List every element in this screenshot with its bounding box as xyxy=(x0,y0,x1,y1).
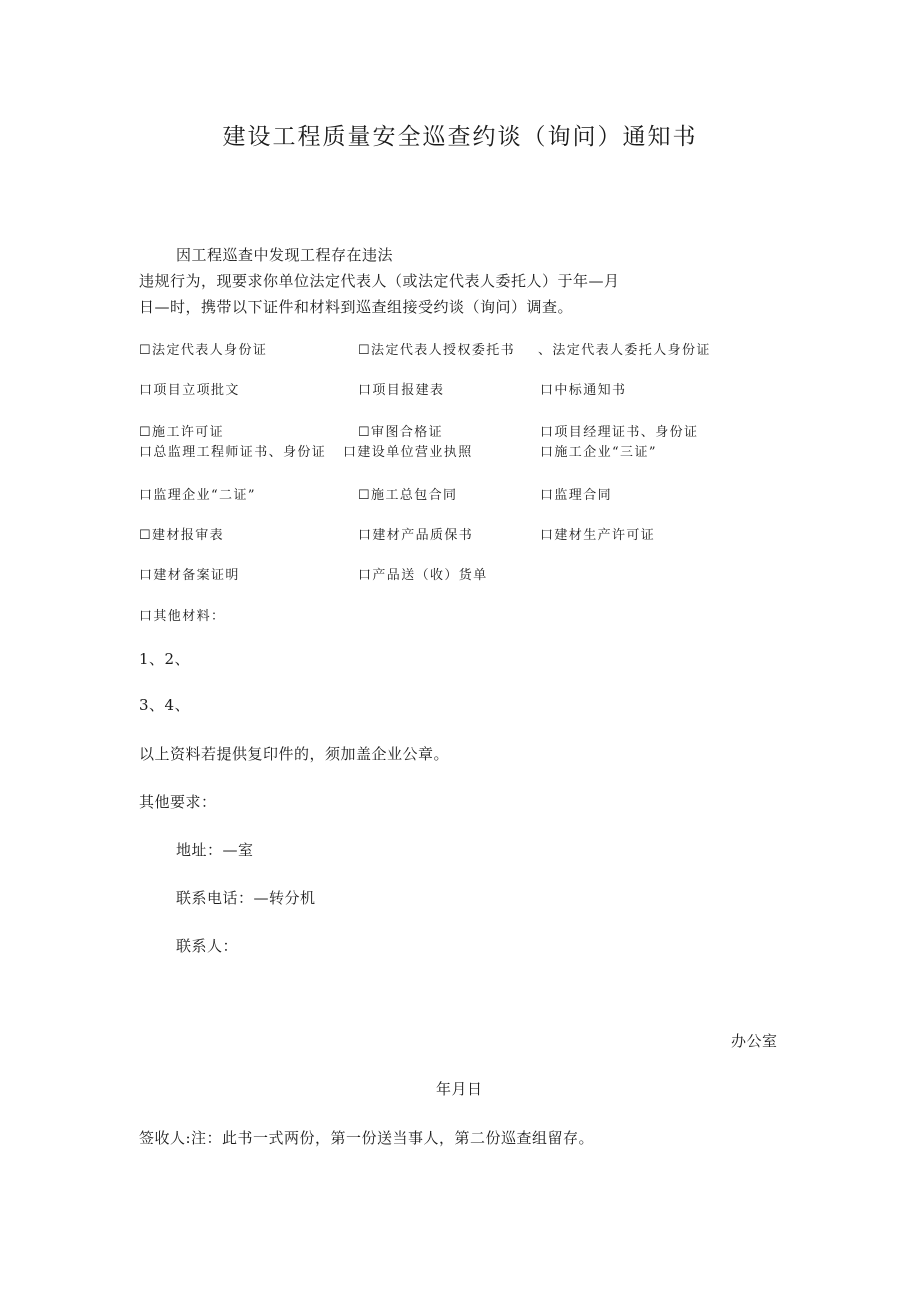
checklist-item-chief-supervisor: 口总监理工程师证书、身份证 xyxy=(139,445,327,460)
contact-address: 地址：—室 xyxy=(176,841,254,859)
checklist-item-project-approval: 口项目立项批文 xyxy=(139,383,240,398)
checklist-item-owner-license: 口建设单位营业执照 xyxy=(343,445,473,460)
intro-line-3: 日—时，携带以下证件和材料到巡查组接受约谈（询问）调查。 xyxy=(139,298,574,316)
checklist-item-authorization: ☐法定代表人授权委托书 xyxy=(358,343,516,358)
checklist-item-production-license: 口建材生产许可证 xyxy=(540,528,656,543)
checklist-item-material-filing: 口建材备案证明 xyxy=(139,568,240,583)
checklist-item-construction-permit: ☐施工许可证 xyxy=(139,425,225,440)
checklist-item-general-contract: ☐施工总包合同 xyxy=(358,488,458,503)
issuer: 办公室 xyxy=(731,1032,778,1050)
checklist-item-other-materials: 口其他材料： xyxy=(139,609,226,624)
checklist-item-supervision-contract: 口监理合同 xyxy=(540,488,613,503)
checklist-item-contractor-certs: 口施工企业“三证” xyxy=(540,445,657,460)
intro-line-1: 因工程巡查中发现工程存在违法 xyxy=(176,246,394,264)
other-requirements: 其他要求： xyxy=(139,793,217,811)
checklist-item-delivery-note: 口产品送（收）货单 xyxy=(358,568,488,583)
checklist-item-legal-rep-id: ☐法定代表人身份证 xyxy=(139,343,268,358)
other-items-line-1: 1、2、 xyxy=(139,650,191,668)
checklist-item-drawing-review: ☐审图合格证 xyxy=(358,425,444,440)
footer-note: 签收人:注：此书一式两份，第一份送当事人，第二份巡查组留存。 xyxy=(139,1129,595,1147)
checklist-item-supervisor-certs: 口监理企业“二证” xyxy=(139,488,256,503)
contact-phone: 联系电话：—转分机 xyxy=(176,889,316,907)
contact-person: 联系人： xyxy=(176,937,239,955)
other-items-line-2: 3、4、 xyxy=(139,696,191,714)
checklist-item-project-report: 口项目报建表 xyxy=(358,383,445,398)
checklist-item-quality-certificate: 口建材产品质保书 xyxy=(358,528,474,543)
checklist-item-bid-notice: 口中标通知书 xyxy=(540,383,627,398)
stamp-note: 以上资料若提供复印件的，须加盖企业公章。 xyxy=(139,745,450,763)
issue-date: 年月日 xyxy=(436,1080,483,1098)
checklist-item-pm-certificate: 口项目经理证书、身份证 xyxy=(540,425,699,440)
page-title: 建设工程质量安全巡查约谈（询问）通知书 xyxy=(222,124,698,150)
checklist-item-material-review: ☐建材报审表 xyxy=(139,528,225,543)
intro-line-2: 违规行为，现要求你单位法定代表人（或法定代表人委托人）于年—月 xyxy=(139,272,620,290)
checklist-item-proxy-id: 、法定代表人委托人身份证 xyxy=(538,343,711,358)
